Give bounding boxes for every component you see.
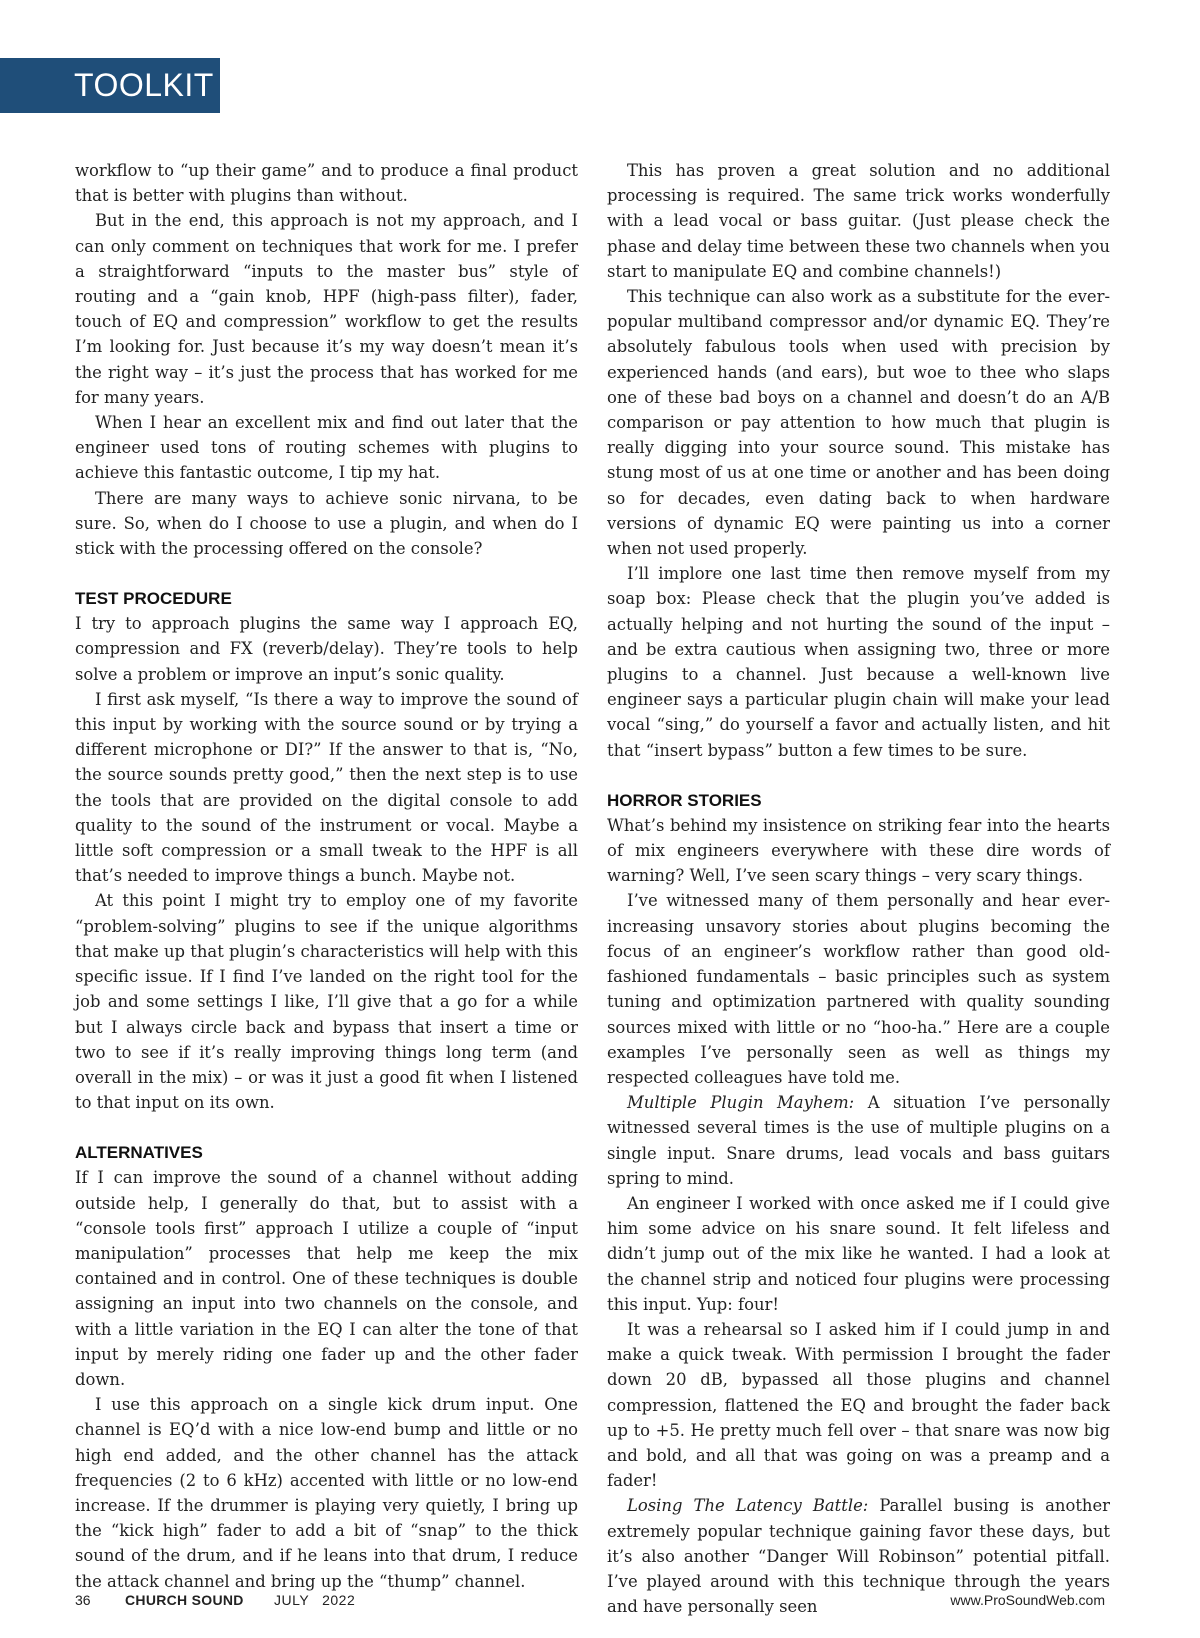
subheading-losing-latency-battle: Losing The Latency Battle: <box>627 1496 869 1516</box>
paragraph: An engineer I worked with once asked me if I could give him some advice on his snare sound. It felt lifeless and didn’t jump out of the mix like he wanted. I had a look at the channel strip and noticed four plugins were processing this input. Yup: four! <box>607 1193 1110 1314</box>
paragraph: I use this approach on a single kick drum input. One channel is EQ’d with a nice low-end bump and little or no high end added, and the other channel has the attack frequencies (2 to 6 kHz) accented with little or no low-end increase. If the drummer is playing very quietly, I bring up the “kick high” fader to add a bit of “snap” to the thick sound of the drum, and if he leans into that drum, I reduce the attack channel and bring up the “thump” channel. <box>75 1395 578 1591</box>
page-number: 36 <box>75 1592 91 1608</box>
section-title: TOOLKIT <box>74 67 214 103</box>
paragraph: When I hear an excellent mix and find out later that the engineer used tons of routing schemes with plugins to achieve this fantastic outcome, I tip my hat. <box>75 413 578 483</box>
paragraph: At this point I might try to employ one of my favorite “problem-solving” plugins to see if the unique algorithms that make up that plugin’s characteristics will help with this specific issue. If I find I’ve landed on the right tool for the job and some settings I like, I’ll give that a go for a while but I always circle back and bypass that insert a time or two to see if it’s really improving things long term (and overall in the mix) – or was it just a good fit when I listened to that input on its own. <box>75 891 578 1113</box>
magazine-name: CHURCH SOUND <box>125 1592 244 1608</box>
paragraph-text: Parallel busing is another extremely popular technique gaining favor these days, but it’s also another “Danger Will Robinson” potential pitfall. I’ve played around with this technique through the years and have personally seen <box>607 1496 1111 1617</box>
paragraph: There are many ways to achieve sonic nirvana, to be sure. So, when do I choose to use a plugin, and when do I stick with the processing offered on the console? <box>75 488 578 559</box>
paragraph: I try to approach plugins the same way I approach EQ, compression and FX (reverb/delay). They’re tools to help solve a problem or improve an input’s sonic quality. <box>75 614 578 684</box>
subheading-multiple-plugin-mayhem: Multiple Plugin Mayhem: <box>627 1093 855 1113</box>
paragraph: It was a rehearsal so I asked him if I could jump in and make a quick tweak. With permission I brought the fader down 20 dB, bypassed all those plugins and channel compression, flattened the EQ and brought the fader back up to +5. He pretty much fell over – that snare was now big and bold, and all that was going on was a preamp and a fader! <box>607 1319 1110 1491</box>
left-column <box>75 158 578 1594</box>
paragraph: This has proven a great solution and no additional processing is required. The same trick works wonderfully with a lead vocal or bass guitar. (Just please check the phase and delay time between these two channels when you start to manipulate EQ and combine channels!) <box>607 161 1110 281</box>
paragraph: What’s behind my insistence on striking fear into the hearts of mix engineers everywhere with these dire words of warning? Well, I’ve seen scary things – very scary things. <box>607 815 1110 886</box>
paragraph: This technique can also work as a substitute for the ever-popular multiband compressor and/or dynamic EQ. They’re absolutely fabulous tools when used with precision by experienced hands (and ears), but woe to thee who slaps one of these bad boys on a channel and doesn’t do an A/B comparison or pay attention to how much that plugin is really digging into your source sound. This mistake has stung most of us at one time or another and has been doing so for decades, even dating back to when hardware versions of dynamic EQ were painting us into a corner when not used properly. <box>607 287 1110 559</box>
section-heading-alternatives: ALTERNATIVES <box>75 1143 203 1163</box>
paragraph: I’ve witnessed many of them personally and hear ever-increasing unsavory stories about plugins becoming the focus of an engineer’s workflow rather than good old-fashioned fundamentals – basic principles such as system tuning and optimization partnered with quality sounding sources mixed with little or no “hoo-ha.” Here are a couple examples I’ve personally seen as well as things my respected colleagues have told me. <box>607 891 1110 1087</box>
paragraph: But in the end, this approach is not my approach, and I can only comment on techniques that work for me. I prefer a straightforward “inputs to the master bus” style of routing and a “gain knob, HPF (high-pass filter), fader, touch of EQ and compression” workflow to get the results I’m looking for. Just because it’s my way doesn’t mean it’s the right way – it’s just the process that has worked for me for many years. <box>75 211 578 407</box>
paragraph: If I can improve the sound of a channel without adding outside help, I generally do that, but to assist with a “console tools first” approach I utilize a couple of “input manipulation” processes that help me keep the mix contained and in control. One of these techniques is double assigning an input into two channels on the console, and with a little variation in the EQ I can alter the tone of that input by merely riding one fader up and the other fader down. <box>75 1168 578 1389</box>
paragraph-text: A situation I’ve personally witnessed several times is the use of multiple plugins on a single input. Snare drums, lead vocals and bass guitars spring to mind. <box>607 1093 1110 1188</box>
section-heading-horror-stories: HORROR STORIES <box>607 790 762 810</box>
paragraph: workflow to “up their game” and to produce a final product that is better with plugins than without. <box>75 161 578 206</box>
section-tab <box>0 58 220 113</box>
paragraph: I’ll implore one last time then remove myself from my soap box: Please check that the plugin you’ve added is actually helping and not hurting the sound of the input – and be extra cautious when assigning two, three or more plugins to a channel. Just because a well-known live engineer says a particular plugin chain will make your lead vocal “sing,” do yourself a favor and actually listen, and hit that “insert bypass” button a few times to be sure. <box>607 564 1110 760</box>
right-column <box>607 158 1110 1619</box>
section-heading-test-procedure: TEST PROCEDURE <box>75 589 232 609</box>
website-url: www.ProSoundWeb.com <box>950 1592 1105 1608</box>
page-footer <box>75 1592 1105 1618</box>
paragraph <box>607 1090 1110 1191</box>
paragraph: I first ask myself, “Is there a way to improve the sound of this input by working with the source sound or by trying a different microphone or DI?” If the answer to that is, “No, the source sounds pretty good,” then the next step is to use the tools that are provided on the digital console to add quality to the sound of the instrument or vocal. Maybe a little soft compression or a small tweak to the HPF is all that’s needed to improve things a bunch. Maybe not. <box>75 689 578 886</box>
issue-date: JULY 2022 <box>274 1592 356 1608</box>
